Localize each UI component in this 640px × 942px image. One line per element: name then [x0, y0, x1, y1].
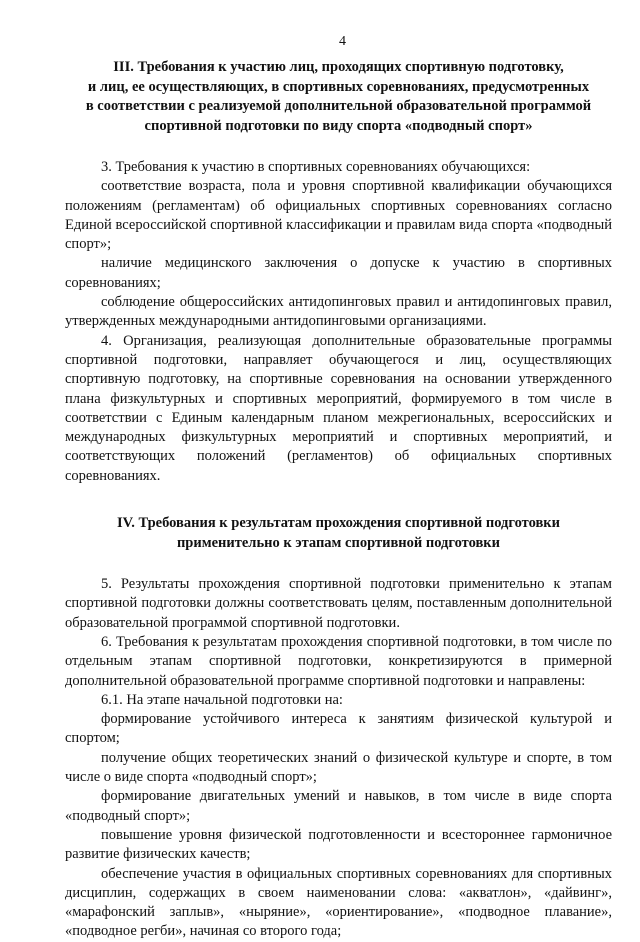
- page-number: 4: [339, 34, 346, 49]
- paragraph: получение общих теоретических знаний о физической культуре и спорте, в том числе о виде спорта «подводный спорт»;: [65, 749, 612, 786]
- section-3-heading: [65, 58, 612, 136]
- section-3-heading-line: спортивной подготовки по виду спорта «подводный спорт»: [144, 117, 533, 134]
- paragraph: соответствие возраста, пола и уровня спортивной квалификации обучающихся положениям (регламентам) об официальных спортивных соревнованиях согласно Единой всероссийской спортивной классификации и правилам вида спорта «подводный спорт»;: [65, 178, 612, 253]
- paragraph: обеспечение участия в официальных спортивных соревнованиях для спортивных дисциплин, содержащих в своем наименовании слова: «акватлон», «дайвинг», «марафонский заплыв», «ныряние», «ориентирование», «подводное плавание», «подводное регби», начиная со второго года;: [65, 865, 612, 940]
- section-3-heading-line: в соответствии с реализуемой дополнительной образовательной программой: [85, 98, 592, 114]
- paragraph: 4. Организация, реализующая дополнительные образовательные программы спортивной подготовки, направляет обучающегося и лиц, осуществляющих спортивную подготовку, на спортивные соревнования на основании утвержденного плана физкультурных и спортивных мероприятий, формируемого в том числе в соответствии с Единым календарным планом межрегиональных, всероссийских и международных физкультурных мероприятий и спортивных мероприятий, и соответствующих положений (регламентов) об официальных спортивных соревнованиях.: [65, 332, 612, 484]
- paragraph: 3. Требования к участию в спортивных соревнованиях обучающихся:: [101, 159, 531, 175]
- paragraph: соблюдение общероссийских антидопинговых правил и антидопинговых правил, утвержденных международными антидопинговыми организациями.: [65, 294, 612, 330]
- section-3-heading-line: и лиц, ее осуществляющих, в спортивных соревнованиях, предусмотренных: [87, 78, 590, 95]
- section-3-heading-line: III. Требования к участию лиц, проходящих спортивную подготовку,: [113, 59, 564, 75]
- paragraph: 6. Требования к результатам прохождения спортивной подготовки, в том числе по отдельным этапам спортивной подготовки, конкретизируются в примерной дополнительной образовательной программе спортивной подготовки и направлены:: [65, 633, 612, 689]
- paragraph: повышение уровня физической подготовленности и всестороннее гармоничное развитие физических качеств;: [65, 826, 612, 863]
- paragraph: формирование устойчивого интереса к занятиям физической культурой и спортом;: [65, 711, 612, 747]
- section-4-heading: [65, 514, 612, 553]
- section-4-heading-line: IV. Требования к результатам прохождения спортивной подготовки: [116, 515, 560, 532]
- paragraph: формирование двигательных умений и навыков, в том числе в виде спорта «подводный спорт»;: [65, 788, 612, 824]
- paragraph: наличие медицинского заключения о допуске к участию в спортивных соревнованиях;: [65, 255, 612, 291]
- paragraph: 6.1. На этапе начальной подготовки на:: [101, 691, 343, 708]
- section-4-heading-line: применительно к этапам спортивной подготовки: [176, 534, 501, 551]
- paragraph: 5. Результаты прохождения спортивной подготовки применительно к этапам спортивной подготовки должны соответствовать целям, поставленным дополнительной образовательной программой спортивной подготовки.: [65, 576, 612, 631]
